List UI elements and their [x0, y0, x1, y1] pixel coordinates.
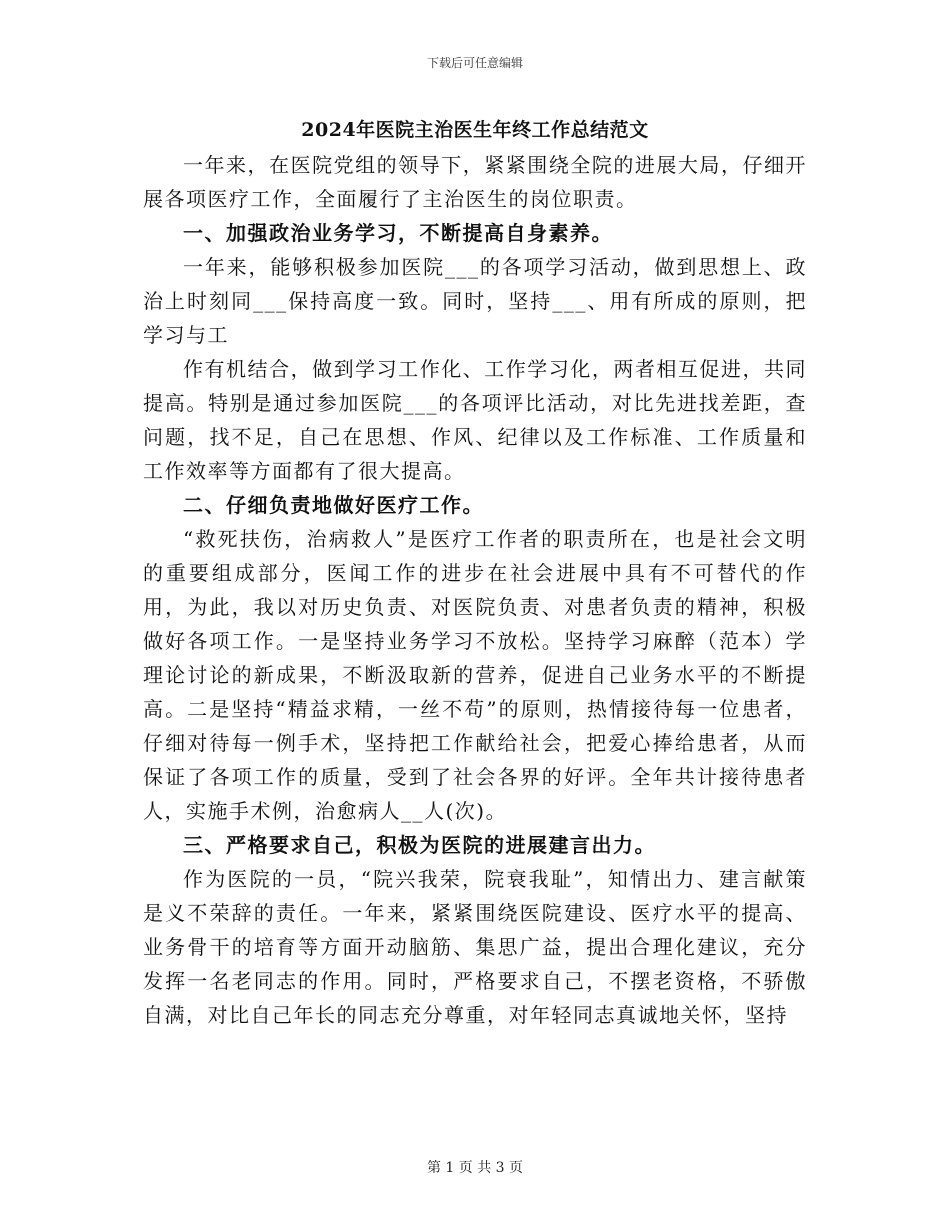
- document-title: 2024年医院主治医生年终工作总结范文: [301, 119, 649, 141]
- section3-paragraph: 作为医院的一员，“院兴我荣，院衰我耻”，知情出力、建言献策是义不荣辞的责任。一年来，紧紧围绕医院建设、医疗水平的提高、业务骨干的培育等方面开动脑筋、集思广益，提出合理化建议，充分发挥一名老同志的作用。同时，严格要求自己，不摆老资格，不骄傲自满，对比自己年长的同志充分尊重，对年轻同志真诚地关怀，坚持: [143, 867, 807, 1027]
- intro-paragraph: 一年来，在医院党组的领导下，紧紧围绕全院的进展大局，仔细开展各项医疗工作，全面履行了主治医生的岗位职责。: [143, 153, 807, 211]
- page-number-footer: 第 1 页 共 3 页: [426, 1160, 524, 1176]
- section3-heading: 三、严格要求自己，积极为医院的进展建言出力。: [183, 833, 656, 857]
- document-body: [143, 112, 807, 1032]
- section2-paragraph: “救死扶伤，治病救人”是医疗工作者的职责所在，也是社会文明的重要组成部分，医闻工作的进步在社会进展中具有不可替代的作用，为此，我以对历史负责、对医院负责、对患者负责的精神，积极做好各项工作。一是坚持业务学习不放松。坚持学习麻醉（范本）学理论讨论的新成果，不断汲取新的营养，促进自己业务水平的不断提高。二是坚持“精益求精，一丝不苟”的原则，热情接待每一位患者，仔细对待每一例手术，坚持把工作献给社会，把爱心捧给患者，从而保证了各项工作的质量，受到了社会各界的好评。全年共计接待患者人，实施手术例，治愈病人__人(次)。: [143, 527, 807, 823]
- section1-heading: 一、加强政治业务学习，不断提高自身素养。: [183, 221, 613, 245]
- section2-heading: 二、仔细负责地做好医疗工作。: [183, 493, 484, 517]
- header-note: 下载后可任意编辑: [426, 56, 523, 70]
- section1-paragraph-2: 作有机结合，做到学习工作化、工作学习化，两者相互促进，共同提高。特别是通过参加医院___的各项评比活动，对比先进找差距，查问题，找不足，自己在思想、作风、纪律以及工作标准、工作质量和工作效率等方面都有了很大提高。: [143, 357, 807, 483]
- section1-paragraph-1: 一年来，能够积极参加医院___的各项学习活动，做到思想上、政治上时刻同___保持高度一致。同时，坚持___、用有所成的原则，把学习与工: [143, 255, 807, 347]
